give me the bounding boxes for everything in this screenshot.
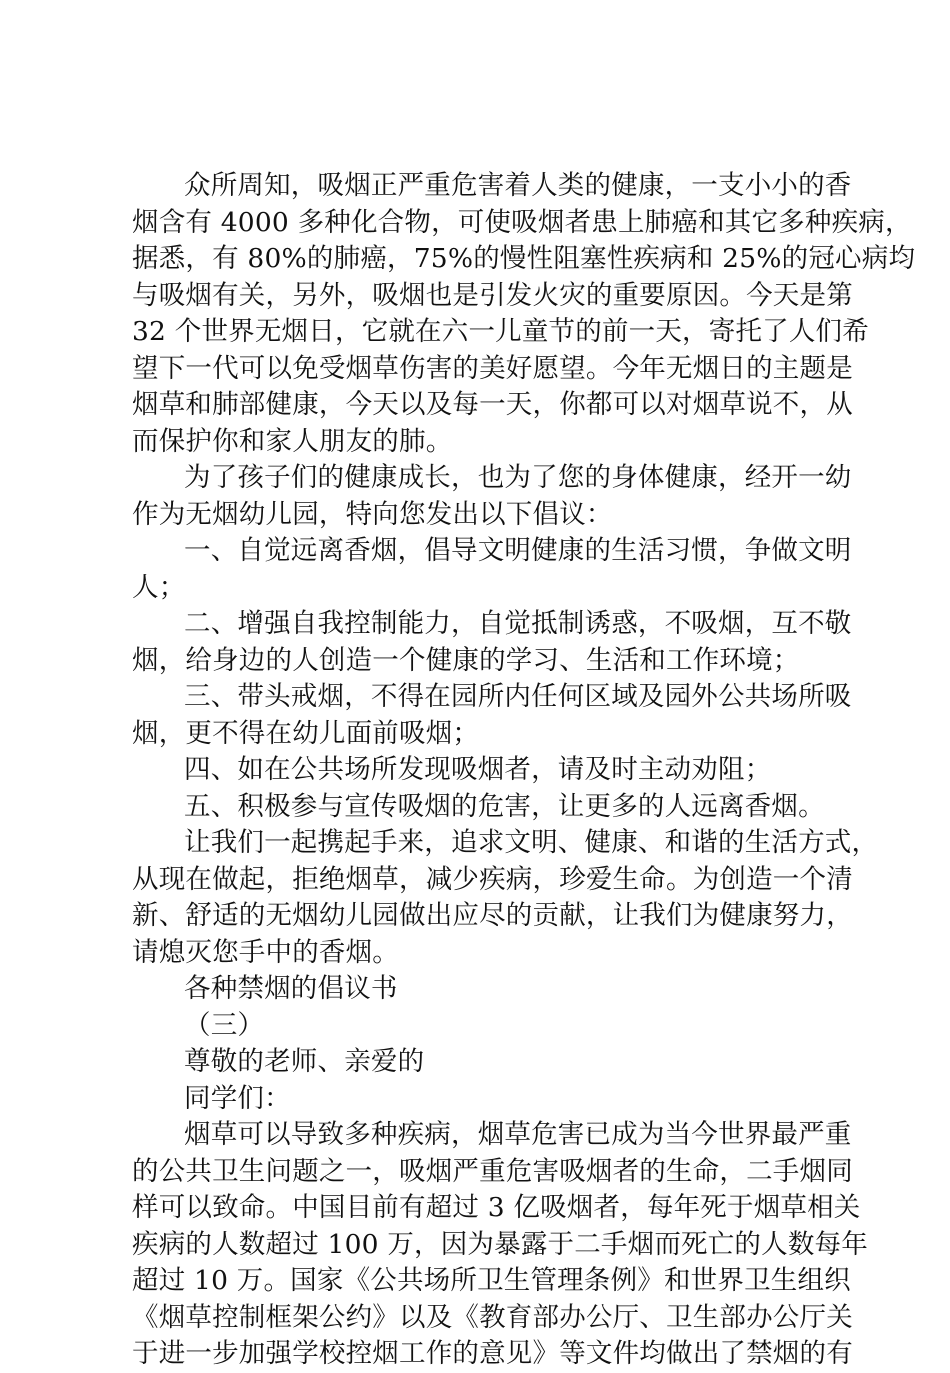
text-line: 烟草和肺部健康，今天以及每一天，你都可以对烟草说不，从 xyxy=(132,389,853,420)
text-line: 从现在做起，拒绝烟草，减少疾病，珍爱生命。为创造一个清 xyxy=(132,863,853,895)
text-line: 而保护你和家人朋友的肺。 xyxy=(132,425,453,457)
text-line: 疾病的人数超过 100 万，因为暴露于二手烟而死亡的人数每年 xyxy=(132,1228,868,1260)
text-line: 四、如在公共场所发现吸烟者，请及时主动劝阻； xyxy=(184,754,772,785)
text-line: 的公共卫生问题之一，吸烟严重危害吸烟者的生命，二手烟同 xyxy=(132,1155,853,1187)
text-line: 众所周知，吸烟正严重危害着人类的健康，一支小小的香 xyxy=(184,170,852,201)
text-line: 烟草可以导致多种疾病，烟草危害已成为当今世界最严重 xyxy=(184,1119,852,1150)
text-line: 烟含有 4000 多种化合物，可使吸烟者患上肺癌和其它多种疾病， xyxy=(132,206,912,238)
text-line: 据悉，有 80%的肺癌，75%的慢性阻塞性疾病和 25%的冠心病均 xyxy=(132,243,916,274)
text-line: 一、自觉远离香烟，倡导文明健康的生活习惯，争做文明 xyxy=(184,535,852,566)
text-line: 32 个世界无烟日，它就在六一儿童节的前一天，寄托了人们希 xyxy=(132,316,869,347)
text-line: 尊敬的老师、亲爱的 xyxy=(184,1046,425,1077)
text-line: 新、舒适的无烟幼儿园做出应尽的贡献，让我们为健康努力， xyxy=(132,900,853,931)
text-line: （三） xyxy=(184,1009,265,1041)
text-line: 超过 10 万。国家《公共场所卫生管理条例》和世界卫生组织 xyxy=(132,1265,851,1296)
text-line: 为了孩子们的健康成长，也为了您的身体健康，经开一幼 xyxy=(184,462,852,493)
text-line: 请熄灭您手中的香烟。 xyxy=(132,936,399,968)
text-line: 望下一代可以免受烟草伤害的美好愿望。今年无烟日的主题是 xyxy=(132,352,853,384)
text-line: 样可以致命。中国目前有超过 3 亿吸烟者，每年死于烟草相关 xyxy=(132,1192,861,1223)
text-line: 让我们一起携起手来，追求文明、健康、和谐的生活方式， xyxy=(184,827,879,858)
text-line: 三、带头戒烟，不得在园所内任何区域及园外公共场所吸 xyxy=(184,681,852,712)
text-line: 烟，更不得在幼儿面前吸烟； xyxy=(132,717,480,749)
text-line: 同学们： xyxy=(184,1082,291,1114)
document-page xyxy=(132,168,916,1373)
text-line: 于进一步加强学校控烟工作的意见》等文件均做出了禁烟的有 xyxy=(132,1338,853,1369)
text-line: 作为无烟幼儿园，特向您发出以下倡议： xyxy=(132,498,613,530)
text-line: 烟，给身边的人创造一个健康的学习、生活和工作环境； xyxy=(132,644,800,676)
text-line: 各种禁烟的倡议书 xyxy=(184,973,398,1004)
text-line: 与吸烟有关，另外，吸烟也是引发火灾的重要原因。今天是第 xyxy=(132,279,853,311)
text-line: 人； xyxy=(132,571,186,603)
text-line: 二、增强自我控制能力，自觉抵制诱惑，不吸烟，互不敬 xyxy=(184,608,852,639)
text-line: 五、积极参与宣传吸烟的危害，让更多的人远离香烟。 xyxy=(184,790,825,822)
text-line: 《烟草控制框架公约》以及《教育部办公厅、卫生部办公厅关 xyxy=(132,1301,853,1333)
